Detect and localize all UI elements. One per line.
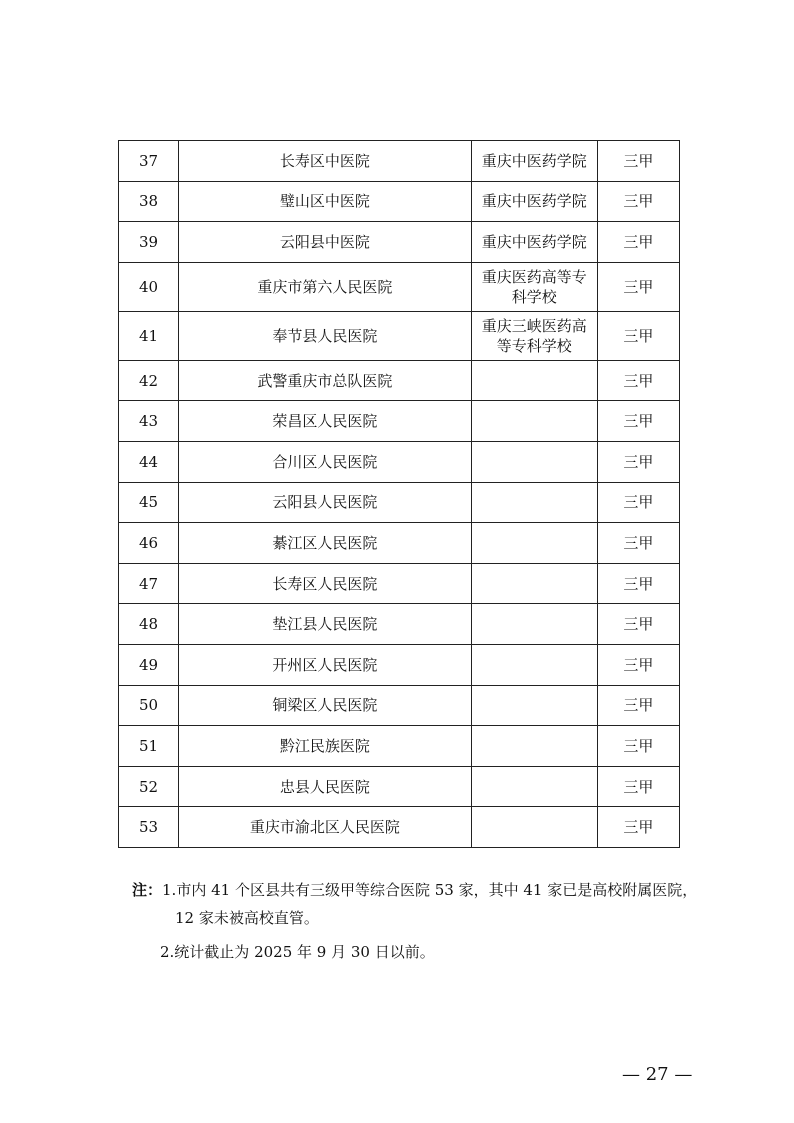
row-number: 52: [119, 766, 179, 807]
hospital-level: 三甲: [597, 482, 679, 523]
affiliated-school: [471, 311, 597, 360]
row-number: 40: [119, 262, 179, 311]
hospital-name: 璧山区中医院: [179, 181, 472, 222]
hospital-name: 黔江民族医院: [179, 726, 472, 767]
table-row: [119, 523, 680, 564]
row-number: 48: [119, 604, 179, 645]
hospital-level: 三甲: [597, 644, 679, 685]
table-row: [119, 807, 680, 848]
affiliated-school: 重庆中医药学院: [471, 141, 597, 182]
row-number: 50: [119, 685, 179, 726]
hospital-level: 三甲: [597, 311, 679, 360]
hospital-name: 合川区人民医院: [179, 441, 472, 482]
row-number: 45: [119, 482, 179, 523]
affiliated-school: [471, 563, 597, 604]
note-item-1-text: 1.市内 41 个区县共有三级甲等综合医院 53 家，其中 41 家已是高校附属医院，: [162, 881, 698, 899]
hospital-level: 三甲: [597, 523, 679, 564]
affiliated-school: [471, 644, 597, 685]
affiliated-school-line: 重庆三峡医药高: [481, 316, 587, 335]
notes-section: [132, 876, 712, 966]
row-number: 41: [119, 311, 179, 360]
affiliated-school-line: 等专科学校: [496, 336, 572, 355]
hospital-name: 长寿区中医院: [179, 141, 472, 182]
affiliated-school: [471, 360, 597, 401]
note-item-1: [132, 876, 712, 904]
table-row: [119, 360, 680, 401]
hospital-level: 三甲: [597, 141, 679, 182]
affiliated-school: [471, 604, 597, 645]
hospital-level: 三甲: [597, 807, 679, 848]
hospital-level: 三甲: [597, 604, 679, 645]
hospital-level: 三甲: [597, 181, 679, 222]
page-number: — 27 —: [622, 1064, 693, 1085]
table-row: [119, 482, 680, 523]
note-item-1-continuation: 12 家未被高校直管。: [175, 909, 319, 927]
hospital-level: 三甲: [597, 563, 679, 604]
hospital-level: 三甲: [597, 685, 679, 726]
row-number: 44: [119, 441, 179, 482]
table-row: [119, 563, 680, 604]
hospital-level: 三甲: [597, 726, 679, 767]
hospital-name: 忠县人民医院: [179, 766, 472, 807]
affiliated-school: [471, 807, 597, 848]
row-number: 39: [119, 222, 179, 263]
hospital-level: 三甲: [597, 262, 679, 311]
hospital-name: 长寿区人民医院: [179, 563, 472, 604]
hospital-level: 三甲: [597, 360, 679, 401]
hospital-name: 荣昌区人民医院: [179, 401, 472, 442]
hospital-name: 重庆市第六人民医院: [179, 262, 472, 311]
row-number: 49: [119, 644, 179, 685]
hospital-level: 三甲: [597, 222, 679, 263]
hospital-name: 綦江区人民医院: [179, 523, 472, 564]
hospital-name: 武警重庆市总队医院: [179, 360, 472, 401]
hospital-table: [118, 140, 680, 848]
affiliated-school: 重庆中医药学院: [471, 181, 597, 222]
row-number: 51: [119, 726, 179, 767]
affiliated-school: [471, 441, 597, 482]
row-number: 38: [119, 181, 179, 222]
hospital-name: 云阳县中医院: [179, 222, 472, 263]
affiliated-school: [471, 685, 597, 726]
affiliated-school: [471, 726, 597, 767]
hospital-level: 三甲: [597, 441, 679, 482]
hospital-level: 三甲: [597, 401, 679, 442]
hospital-name: 垫江县人民医院: [179, 604, 472, 645]
affiliated-school: [471, 262, 597, 311]
table-row: [119, 401, 680, 442]
affiliated-school: [471, 523, 597, 564]
hospital-table-body: [119, 141, 680, 848]
table-row: [119, 726, 680, 767]
table-row: [119, 644, 680, 685]
table-row: [119, 141, 680, 182]
row-number: 47: [119, 563, 179, 604]
note-label: 注：: [132, 881, 163, 899]
affiliated-school: [471, 766, 597, 807]
affiliated-school: [471, 482, 597, 523]
row-number: 42: [119, 360, 179, 401]
affiliated-school: [471, 401, 597, 442]
hospital-name: 铜梁区人民医院: [179, 685, 472, 726]
table-row: [119, 311, 680, 360]
table-row: [119, 766, 680, 807]
table-row: [119, 262, 680, 311]
row-number: 37: [119, 141, 179, 182]
hospital-name: 开州区人民医院: [179, 644, 472, 685]
hospital-level: 三甲: [597, 766, 679, 807]
hospital-name: 云阳县人民医院: [179, 482, 472, 523]
table-row: [119, 604, 680, 645]
note-item-2: 2.统计截止为 2025 年 9 月 30 日以前。: [160, 943, 435, 961]
affiliated-school-line: 重庆医药高等专: [481, 267, 587, 286]
hospital-name: 重庆市渝北区人民医院: [179, 807, 472, 848]
table-row: [119, 441, 680, 482]
hospital-name: 奉节县人民医院: [179, 311, 472, 360]
table-row: [119, 222, 680, 263]
table-row: [119, 181, 680, 222]
row-number: 53: [119, 807, 179, 848]
row-number: 46: [119, 523, 179, 564]
affiliated-school: 重庆中医药学院: [471, 222, 597, 263]
table-row: [119, 685, 680, 726]
affiliated-school-line: 科学校: [511, 287, 557, 306]
row-number: 43: [119, 401, 179, 442]
